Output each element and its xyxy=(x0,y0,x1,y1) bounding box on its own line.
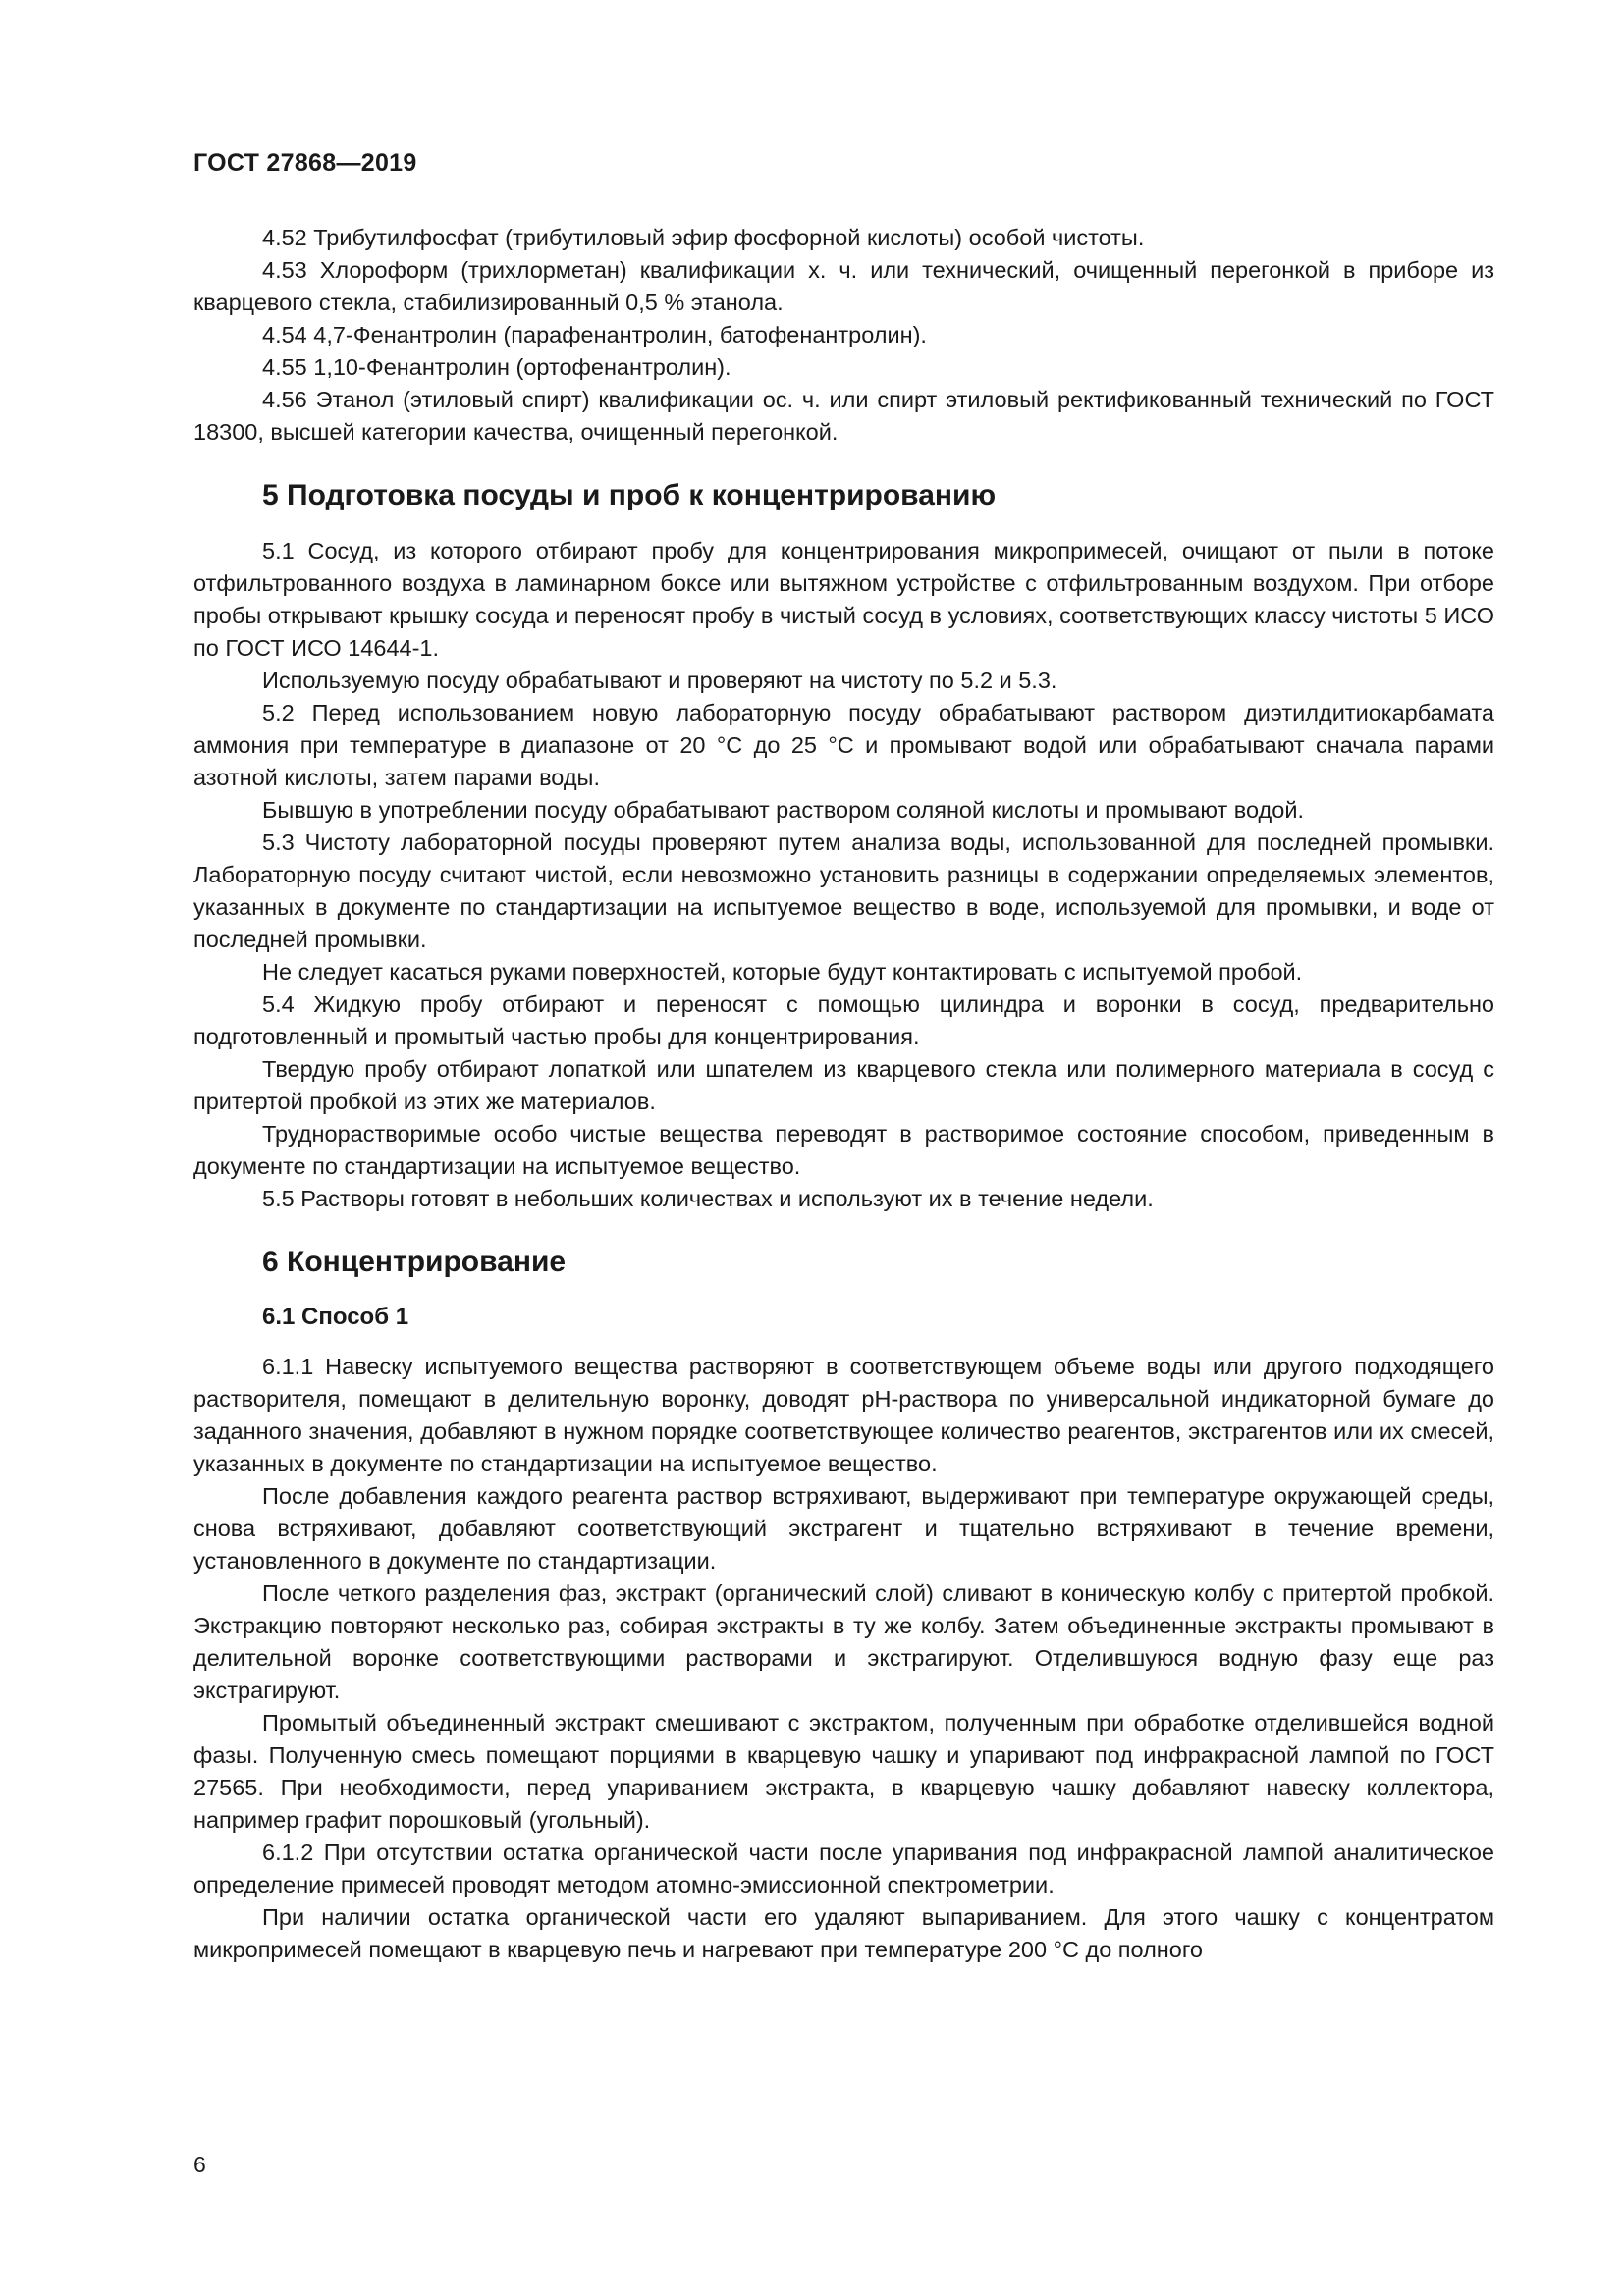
page-number: 6 xyxy=(193,2152,206,2177)
paragraph: 5.5 Растворы готовят в небольших количествах и используют их в течение недели. xyxy=(262,1186,1154,1211)
paragraph: 4.52 Трибутилфосфат (трибутиловый эфир фосфорной кислоты) особой чистоты. xyxy=(262,225,1145,250)
section-heading: 6 Концентрирование xyxy=(262,1246,567,1278)
document-code-header: ГОСТ 27868—2019 xyxy=(193,149,417,177)
paragraph: После четкого разделения фаз, экстракт (органический слой) сливают в коническую колбу с притертой пробкой. Экстракцию повторяют несколько раз, собирая экстракты в ту же колбу. Затем объединенные экстракты промывают в делительной воронке соответствующими растворами и экстрагируют. Отделившуюся водную фазу еще раз экстрагируют. xyxy=(193,1580,1494,1703)
section-heading: 5 Подготовка посуды и проб к концентрированию xyxy=(262,479,997,511)
paragraph: 5.2 Перед использованием новую лабораторную посуду обрабатывают раствором диэтилдитиокарбамата аммония при температуре в диапазоне от 20 °С до 25 °С и промывают водой или обрабатывают сначала парами азотной кислоты, затем парами воды. xyxy=(193,700,1494,790)
paragraph: 6.1.1 Навеску испытуемого вещества растворяют в соответствующем объеме воды или другого подходящего растворителя, помещают в делительную воронку, доводят pH-раствора по универсальной индикаторной бумаге до заданного значения, добавляют в нужном порядке соответствующее количество реагентов, экстрагентов или их смесей, указанных в документе по стандартизации на испытуемое вещество. xyxy=(193,1354,1494,1476)
paragraph: 4.53 Хлороформ (трихлорметан) квалификации х. ч. или технический, очищенный перегонкой в приборе из кварцевого стекла, стабилизированный 0,5 % этанола. xyxy=(193,257,1494,315)
paragraph: 6.1.2 При отсутствии остатка органической части после упаривания под инфракрасной лампой аналитическое определение примесей проводят методом атомно-эмиссионной спектрометрии. xyxy=(193,1840,1494,1897)
paragraph: Не следует касаться руками поверхностей, которые будут контактировать с испытуемой пробой. xyxy=(262,959,1303,985)
paragraph: Используемую посуду обрабатывают и проверяют на чистоту по 5.2 и 5.3. xyxy=(262,667,1057,693)
document-body xyxy=(193,222,1494,1966)
paragraph: 4.55 1,10-Фенантролин (ортофенантролин). xyxy=(262,354,731,380)
paragraph: 4.54 4,7-Фенантролин (парафенантролин, батофенантролин). xyxy=(262,322,927,347)
paragraph: 5.1 Сосуд, из которого отбирают пробу для концентрирования микропримесей, очищают от пыли в потоке отфильтрованного воздуха в ламинарном боксе или вытяжном устройстве с отфильтрованным воздухом. При отборе пробы открывают крышку сосуда и переносят пробу в чистый сосуд в условиях, соответствующих классу чистоты 5 ИСО по ГОСТ ИСО 14644-1. xyxy=(193,538,1494,661)
paragraph: Бывшую в употреблении посуду обрабатывают раствором соляной кислоты и промывают водой. xyxy=(262,797,1304,823)
paragraph: Труднорастворимые особо чистые вещества переводят в растворимое состояние способом, приведенным в документе по стандартизации на испытуемое вещество. xyxy=(193,1121,1494,1179)
paragraph: 5.4 Жидкую пробу отбирают и переносят с помощью цилиндра и воронки в сосуд, предварительно подготовленный и промытый частью пробы для концентрирования. xyxy=(193,991,1494,1049)
subsection-heading: 6.1 Способ 1 xyxy=(262,1304,409,1330)
paragraph: 4.56 Этанол (этиловый спирт) квалификации ос. ч. или спирт этиловый ректификованный технический по ГОСТ 18300, высшей категории качества, очищенный перегонкой. xyxy=(193,387,1494,445)
paragraph: Промытый объединенный экстракт смешивают с экстрактом, полученным при обработке отделившейся водной фазы. Полученную смесь помещают порциями в кварцевую чашку и упаривают под инфракрасной лампой по ГОСТ 27565. При необходимости, перед упариванием экстракта, в кварцевую чашку добавляют навеску коллектора, например графит порошковый (угольный). xyxy=(193,1710,1494,1833)
paragraph: После добавления каждого реагента раствор встряхивают, выдерживают при температуре окружающей среды, снова встряхивают, добавляют соответствующий экстрагент и тщательно встряхивают в течение времени, установленного в документе по стандартизации. xyxy=(193,1483,1494,1574)
paragraph: При наличии остатка органической части его удаляют выпариванием. Для этого чашку с концентратом микропримесей помещают в кварцевую печь и нагревают при температуре 200 °С до полного xyxy=(193,1904,1494,1962)
paragraph: 5.3 Чистоту лабораторной посуды проверяют путем анализа воды, использованной для последней промывки. Лабораторную посуду считают чистой, если невозможно установить разницы в содержании определяемых элементов, указанных в документе по стандартизации на испытуемое вещество в воде, используемой для промывки, и воде от последней промывки. xyxy=(193,829,1494,952)
paragraph: Твердую пробу отбирают лопаткой или шпателем из кварцевого стекла или полимерного материала в сосуд с притертой пробкой из этих же материалов. xyxy=(193,1056,1494,1114)
